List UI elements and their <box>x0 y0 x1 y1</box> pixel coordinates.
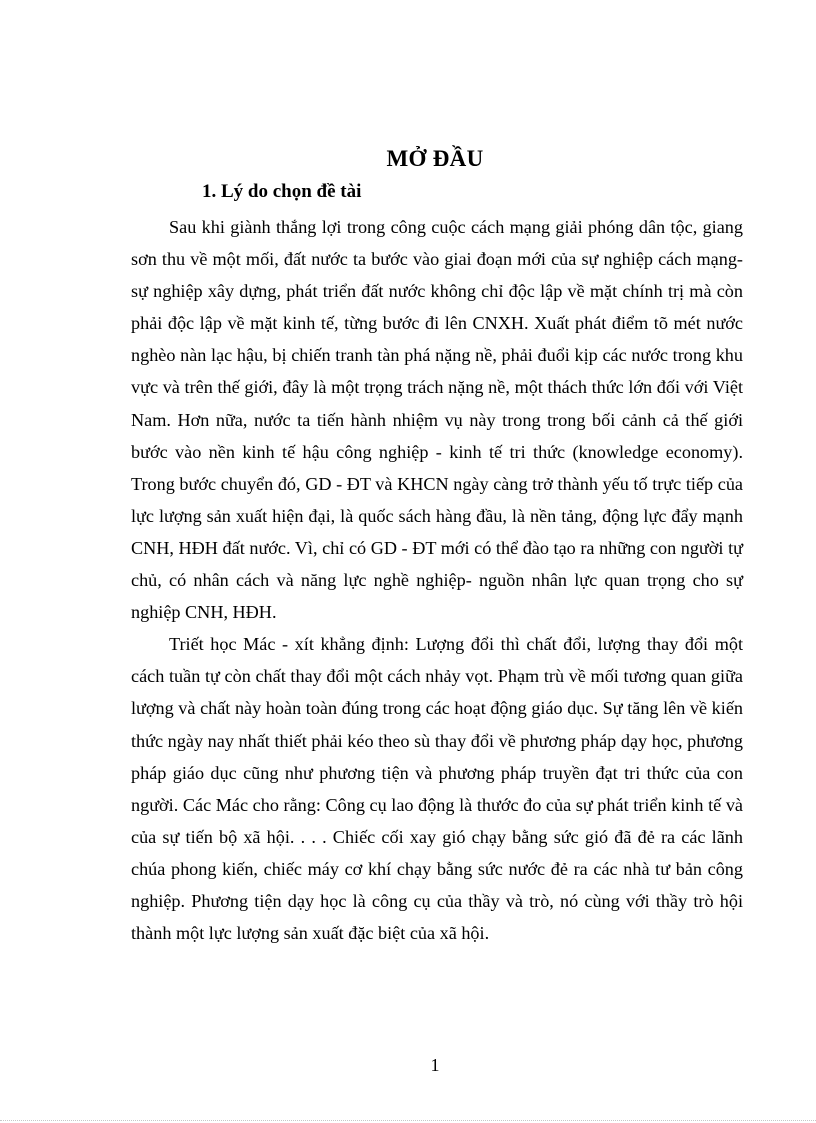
paragraph-2: Triết học Mác - xít khẳng định: Lượng đổi thì chất đổi, lượng thay đổi một cách tuần tự còn chất thay đổi một cách nhảy vọt. Phạm trù về mối tương quan giữa lượng và chất này hoàn toàn đúng trong các hoạt động giáo dục. Sự tăng lên về kiến thức ngày nay nhất thiết phải kéo theo sù thay đổi về phương pháp dạy học, phương pháp giáo dục cũng như phương tiện và phương pháp truyền đạt tri thức của con người. Các Mác cho rằng: Công cụ lao động là thước đo của sự phát triển kinh tế và của sự tiến bộ xã hội. . . . Chiếc cối xay gió chạy bằng sức gió đã đẻ ra các lãnh chúa phong kiến, chiếc máy cơ khí chạy bằng sức nước đẻ ra các nhà tư bản công nghiệp. Phương tiện dạy học là công cụ của thầy và trò, nó cùng với thầy trò hội thành một lực lượng sản xuất đặc biệt của xã hội. <box>131 634 743 944</box>
body-text <box>131 211 743 949</box>
section-heading: 1. Lý do chọn đề tài <box>202 181 362 202</box>
page-bottom-divider <box>0 1120 816 1121</box>
paragraph-1: Sau khi giành thắng lợi trong công cuộc cách mạng giải phóng dân tộc, giang sơn thu về một mối, đất nước ta bước vào giai đoạn mới của sự nghiệp cách mạng- sự nghiệp xây dựng, phát triển đất nước không chỉ độc lập về mặt chính trị mà còn phải độc lập về mặt kinh tế, từng bước đi lên CNXH. Xuất phát điểm tõ mét nước nghèo nàn lạc hậu, bị chiến tranh tàn phá nặng nề, phải đuổi kịp các nước trong khu vực và trên thế giới, đây là một trọng trách nặng nề, một thách thức lớn đối với Việt Nam. Hơn nữa, nước ta tiến hành nhiệm vụ này trong trong bối cảnh cả thế giới bước vào nền kinh tế hậu công nghiệp - kinh tế tri thức (knowledge economy). Trong bước chuyển đó, GD - ĐT và KHCN ngày càng trở thành yếu tố trực tiếp của lực lượng sản xuất hiện đại, là quốc sách hàng đầu, là nền tảng, động lực đẩy mạnh CNH, HĐH đất nước. Vì, chỉ có GD - ĐT mới có thể đào tạo ra những con người tự chủ, có nhân cách và năng lực nghề nghiệp- nguồn nhân lực quan trọng cho sự nghiệp CNH, HĐH. <box>131 217 743 623</box>
page-title: MỞ ĐẦU <box>386 146 484 171</box>
page-number: 1 <box>430 1055 440 1075</box>
